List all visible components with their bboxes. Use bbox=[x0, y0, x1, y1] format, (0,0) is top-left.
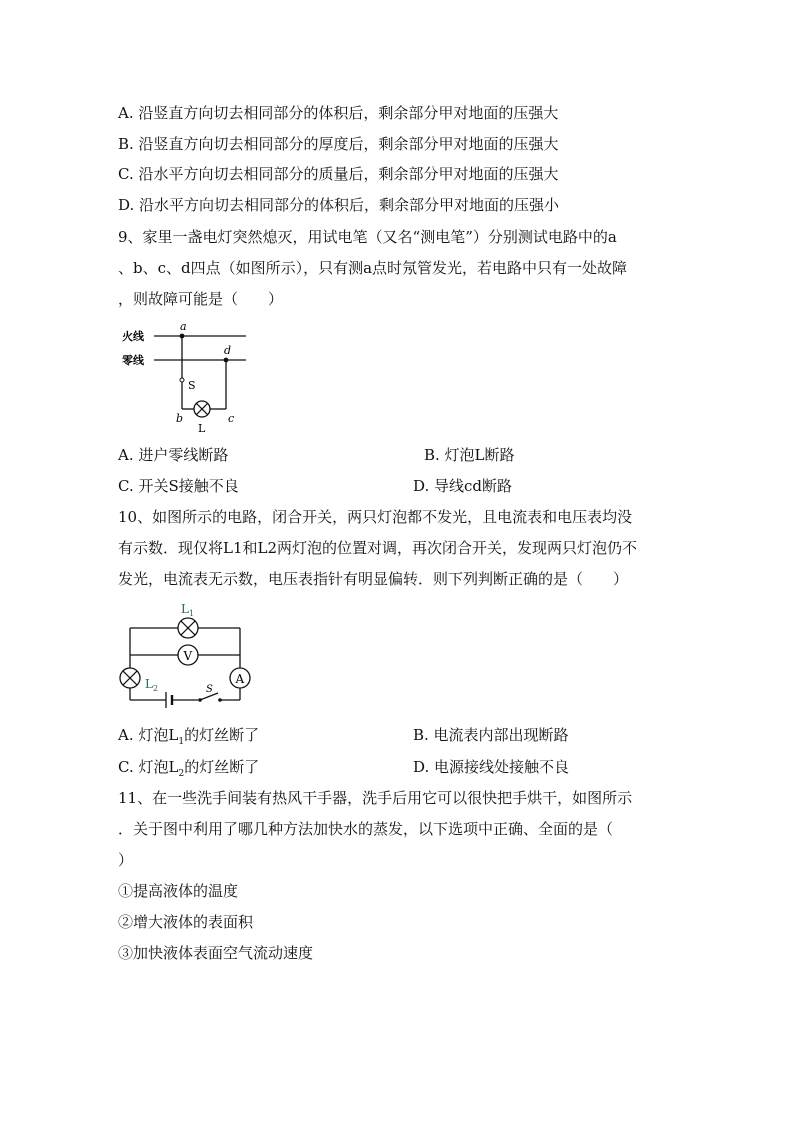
ammeter-label: A bbox=[235, 672, 245, 686]
live-wire-label: 火线 bbox=[122, 330, 144, 343]
q9-option-b: B. 灯泡L断路 bbox=[424, 446, 515, 464]
q9-circuit-figure bbox=[118, 318, 258, 436]
q8-option-a: A. 沿竖直方向切去相同部分的体积后，剩余部分甲对地面的压强大 bbox=[118, 104, 559, 122]
q8-option-b: B. 沿竖直方向切去相同部分的厚度后，剩余部分甲对地面的压强大 bbox=[118, 135, 559, 153]
lamp-l1-label: $L_1$ bbox=[181, 602, 195, 618]
q10-circuit-figure bbox=[118, 600, 258, 710]
q9-option-a: A. 进户零线断路 bbox=[118, 446, 229, 464]
q9-stem-line1: 9、家里一盏电灯突然熄灭，用试电笔（又名“测电笔”）分别测试电路中的a bbox=[118, 228, 617, 246]
point-b-label: b bbox=[176, 412, 184, 425]
q9-stem-line3: ，则故障可能是（ ） bbox=[118, 290, 284, 308]
q10-option-a: A. 灯泡$L_1$的灯丝断了 bbox=[118, 726, 260, 747]
q11-item-1: ①提高液体的温度 bbox=[118, 882, 239, 900]
lamp-l2-label: $L_2$ bbox=[145, 677, 159, 693]
q11-stem-line3: ） bbox=[118, 851, 134, 869]
q8-option-c: C. 沿水平方向切去相同部分的质量后，剩余部分甲对地面的压强大 bbox=[118, 165, 559, 183]
q10-stem-line2: 有示数．现仅将L1和L2两灯泡的位置对调，再次闭合开关，发现两只灯泡仍不 bbox=[118, 539, 638, 557]
q11-item-3: ③加快液体表面空气流动速度 bbox=[118, 944, 314, 962]
neutral-wire-label: 零线 bbox=[122, 354, 144, 367]
q10-stem-line3: 发光，电流表无示数，电压表指针有明显偏转．则下列判断正确的是（ ） bbox=[118, 570, 629, 588]
lamp-label: L bbox=[198, 422, 206, 435]
q9-option-d: D. 导线cd断路 bbox=[413, 477, 513, 495]
q10-option-d: D. 电源接线处接触不良 bbox=[413, 758, 570, 776]
switch-label: S bbox=[206, 684, 213, 695]
q11-stem-line2: ．关于图中利用了哪几种方法加快水的蒸发，以下选项中正确、全面的是（ bbox=[118, 820, 614, 838]
q11-stem-line1: 11、在一些洗手间装有热风干手器，洗手后用它可以很快把手烘干，如图所示 bbox=[118, 789, 633, 807]
q8-option-d: D. 沿水平方向切去相同部分的体积后，剩余部分甲对地面的压强小 bbox=[118, 196, 560, 214]
voltmeter-label: V bbox=[183, 649, 193, 663]
q11-item-2: ②增大液体的表面积 bbox=[118, 913, 254, 931]
point-c-label: c bbox=[228, 412, 235, 425]
switch-label: S bbox=[188, 379, 196, 392]
q10-stem-line1: 10、如图所示的电路，闭合开关，两只灯泡都不发光，且电流表和电压表均没 bbox=[118, 508, 633, 526]
q9-stem-line2: 、b、c、d四点（如图所示），只有测a点时氖管发光，若电路中只有一处故障 bbox=[118, 259, 628, 277]
point-a-label: a bbox=[180, 320, 187, 333]
q10-option-b: B. 电流表内部出现断路 bbox=[413, 726, 569, 744]
q10-option-c: C. 灯泡$L_2$的灯丝断了 bbox=[118, 758, 260, 779]
q9-option-c: C. 开关S接触不良 bbox=[118, 477, 239, 495]
point-d-label: d bbox=[224, 344, 232, 357]
